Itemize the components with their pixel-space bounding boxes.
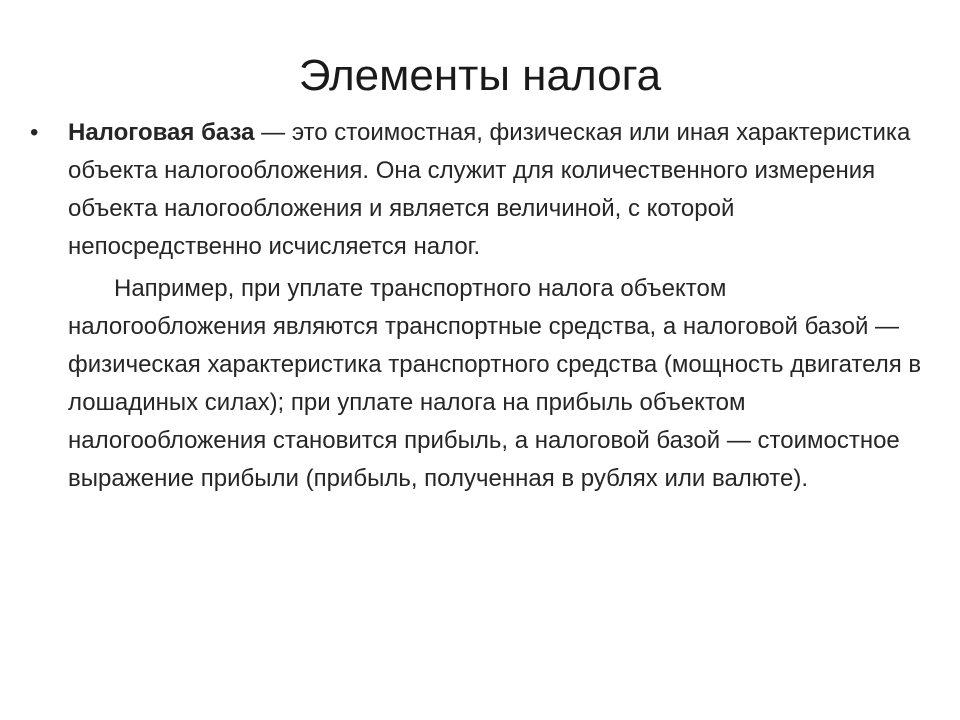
- bullet-item: [30, 114, 928, 266]
- term-label: Налоговая база: [68, 119, 255, 146]
- term-definition: — это стоимостная, физическая или иная характеристика объекта налогообложения. Она служит для количественного измерения объекта налогообложения и является величиной, с которой непосредственно исчисляется налог.: [68, 119, 911, 260]
- slide-title: Элементы налога: [298, 51, 662, 100]
- slide-content: [30, 114, 928, 498]
- example-paragraph: Например, при уплате транспортного налога объектом налогообложения являются транспортные средства, а налоговой базой — физическая характеристика транспортного средства (мощность двигателя в лошадиных силах); при уплате налога на прибыль объектом налогообложения становится прибыль, а налоговой базой — стоимостное выражение прибыли (прибыль, полученная в рублях или валюте).: [68, 275, 922, 492]
- bullet-marker: •: [30, 119, 39, 146]
